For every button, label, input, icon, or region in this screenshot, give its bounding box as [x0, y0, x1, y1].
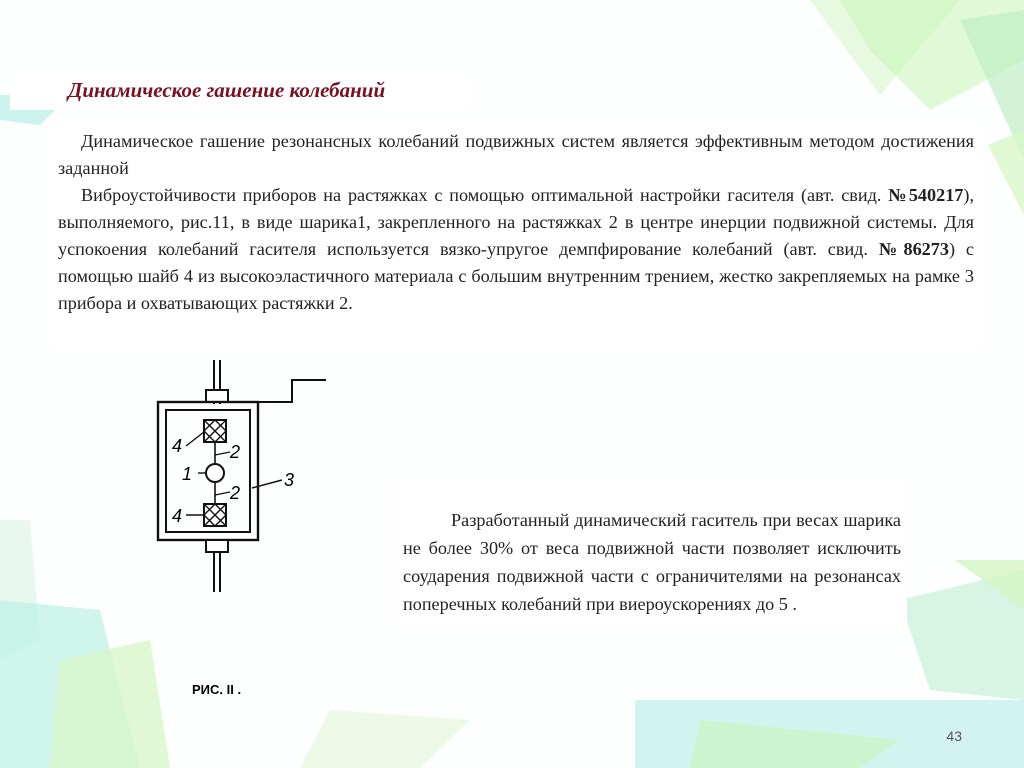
damper-figure: [150, 360, 350, 710]
label-frame: 3: [284, 470, 295, 490]
conclusion-box: [395, 482, 907, 627]
paragraph-2: [58, 182, 974, 317]
paragraph-1: Динамическое гашение резонансных колебаний подвижных систем является эффективным методом достижения заданной: [58, 131, 974, 178]
label-washer-bottom: 4: [172, 506, 183, 526]
figure-caption: РИС. II .: [192, 682, 242, 697]
paragraph-2-part-1: Виброустойчивости приборов на растяжках с помощью оптимальной настройки гасителя (авт. свид.: [81, 185, 889, 205]
slide-title: Динамическое гашение колебаний: [68, 77, 386, 102]
label-washer-top: 4: [172, 436, 183, 456]
label-string-bottom: 2: [230, 483, 241, 503]
main-text-box: [50, 122, 982, 350]
paragraph-3: Разработанный динамический гаситель при весах шарика не более 30% от веса подвижной части позволяет исключить соударения подвижной части с ограничителями на резонансах поперечных колебаний при виероускорениях до 5 .: [403, 510, 901, 615]
paragraph-2-part-2: ), выполняемого, рис.11, в виде шарика1, закрепленного на растяжках 2 в центре инерции подвижной системы. Для успокоения колебаний гасителя используется вязко-упругое демпфирование колебаний (авт. свид.: [58, 185, 975, 259]
patent-number-2: №86273: [878, 239, 949, 259]
label-ball: 1: [182, 464, 193, 484]
paragraph-2-part-3: ) с помощью шайб 4 из высокоэластичного материала с большим внутренним трением, жестко закрепляемых на рамке 3 прибора и охватывающих растяжки 2.: [58, 239, 974, 313]
page-number: 43: [946, 728, 962, 744]
label-string-top: 2: [230, 442, 241, 462]
title-box: [10, 70, 470, 110]
patent-number-1: №540217: [888, 185, 964, 205]
